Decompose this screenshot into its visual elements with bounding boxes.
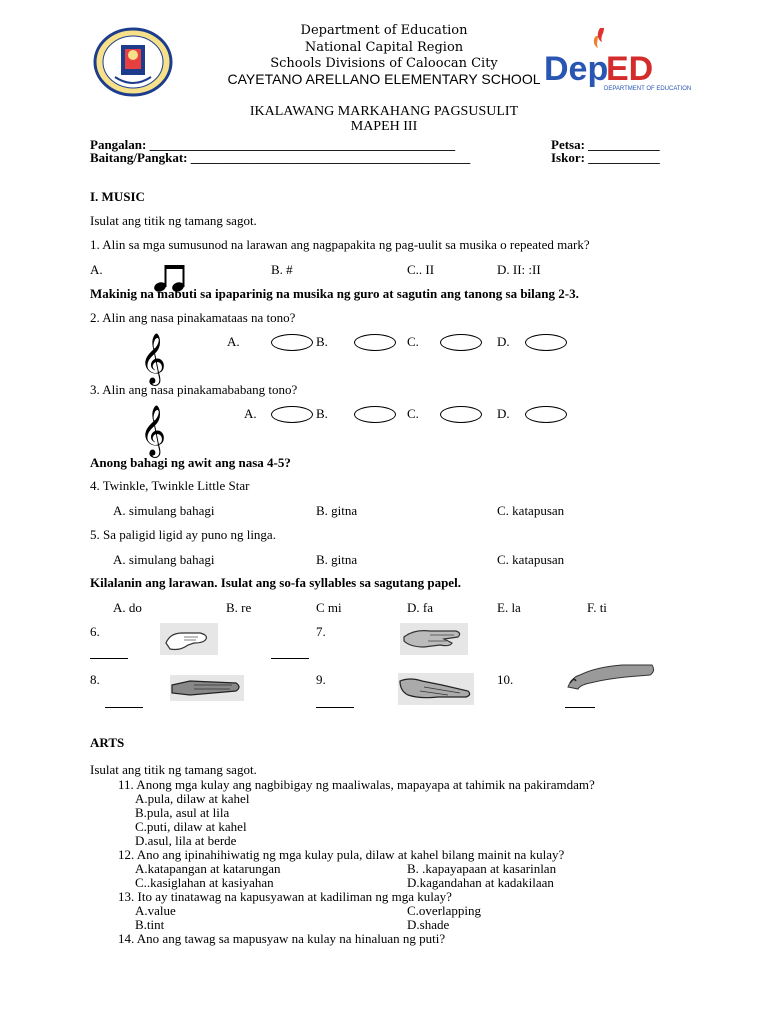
- q1-option-d: D. II: :II: [497, 262, 541, 277]
- sofa-heading: Kilalanin ang larawan. Isulat ang so-fa syllables sa sagutang papel.: [90, 575, 461, 590]
- question-1: 1. Alin sa mga sumusunod na larawan ang nagpapakita ng pag-uulit sa musika o repeated mark?: [90, 237, 590, 252]
- q3-oval-c: [440, 406, 482, 423]
- svg-text:Dep: Dep: [544, 50, 609, 88]
- q13-option-d: D.shade: [407, 917, 450, 932]
- q2-option-a: A.: [227, 334, 240, 349]
- header-line-4: CAYETANO ARELLANO ELEMENTARY SCHOOL: [227, 71, 541, 87]
- hand-sign-icon: [170, 675, 244, 706]
- item-6-number: 6.: [90, 624, 100, 639]
- name-field-label: Pangalan: _______________________________________________: [90, 137, 456, 152]
- question-3: 3. Alin ang nasa pinakamababang tono?: [90, 382, 298, 397]
- q3-oval-d: [525, 406, 567, 423]
- q13-option-a: A.value: [135, 903, 176, 918]
- q2-oval-d: [525, 334, 567, 351]
- q2-option-d: D.: [497, 334, 510, 349]
- sofa-option-d: D. fa: [407, 600, 433, 615]
- sofa-option-c: C mi: [316, 600, 342, 615]
- q2-oval-c: [440, 334, 482, 351]
- q11-option-a: A.pula, dilaw at kahel: [135, 791, 250, 806]
- q3-option-d: D.: [497, 406, 510, 421]
- question-12: 12. Ano ang ipinahihiwatig ng mga kulay pula, dilaw at kahel bilang mainit na kulay?: [118, 847, 565, 862]
- grade-section-field-label: Baitang/Pangkat: ___________________________________________: [90, 150, 471, 165]
- q13-option-c: C.overlapping: [407, 903, 482, 918]
- q2-option-b: B.: [316, 334, 328, 349]
- question-4: 4. Twinkle, Twinkle Little Star: [90, 478, 250, 493]
- item-8-number: 8.: [90, 672, 100, 687]
- arts-heading: ARTS: [90, 735, 125, 750]
- question-5: 5. Sa paligid ligid ay puno ng linga.: [90, 527, 276, 542]
- q12-option-d: D.kagandahan at kadakilaan: [407, 875, 554, 890]
- q12-option-c: C..kasiglahan at kasiyahan: [135, 875, 274, 890]
- header-line-3: Schools Divisions of Caloocan City: [270, 56, 498, 71]
- item-10-answer-blank[interactable]: [565, 706, 595, 708]
- q4-option-a: A. simulang bahagi: [113, 503, 215, 518]
- listen-instruction: Makinig na mabuti sa ipaparinig na musika ng guro at sagutin ang tanong sa bilang 2-3.: [90, 286, 579, 301]
- music-heading: I. MUSIC: [90, 189, 145, 204]
- question-14: 14. Ano ang tawag sa mapusyaw na kulay na hinaluan ng puti?: [118, 931, 446, 946]
- q11-option-c: C.puti, dilaw at kahel: [135, 819, 247, 834]
- q2-option-c: C.: [407, 334, 419, 349]
- q11-option-d: D.asul, lila at berde: [135, 833, 237, 848]
- music-instruction: Isulat ang titik ng tamang sagot.: [90, 213, 257, 228]
- item-10-number: 10.: [497, 672, 514, 687]
- treble-clef-icon: [138, 329, 190, 384]
- item-9-number: 9.: [316, 672, 326, 687]
- q2-oval-a: [271, 334, 313, 351]
- q5-option-c: C. katapusan: [497, 552, 565, 567]
- svg-text:𝄞: 𝄞: [140, 333, 167, 384]
- question-11: 11. Anong mga kulay ang nagbibigay ng maaliwalas, mapayapa at tahimik na pakiramdam?: [118, 777, 595, 792]
- hand-sign-icon: [160, 623, 218, 660]
- item-7-number: 7.: [316, 624, 326, 639]
- sofa-option-f: F. ti: [587, 600, 607, 615]
- svg-text:ED: ED: [606, 50, 654, 88]
- arts-instruction: Isulat ang titik ng tamang sagot.: [90, 762, 257, 777]
- sofa-option-b: B. re: [226, 600, 252, 615]
- q3-option-b: B.: [316, 406, 328, 421]
- q13-option-b: B.tint: [135, 917, 165, 932]
- q4-option-c: C. katapusan: [497, 503, 565, 518]
- score-field-label: Iskor: ___________: [551, 150, 660, 165]
- treble-clef-icon: [138, 401, 190, 456]
- svg-text:𝄞: 𝄞: [140, 405, 167, 456]
- date-field-label: Petsa: ___________: [551, 137, 660, 152]
- question-13: 13. Ito ay tinatawag na kapusyawan at kadiliman ng mga kulay?: [118, 889, 452, 904]
- item-7-answer-blank[interactable]: [271, 657, 309, 659]
- song-part-heading: Anong bahagi ng awit ang nasa 4-5?: [90, 455, 291, 470]
- q1-option-b: B. #: [271, 262, 293, 277]
- q3-option-c: C.: [407, 406, 419, 421]
- item-6-answer-blank[interactable]: [90, 657, 128, 659]
- q3-oval-b: [354, 406, 396, 423]
- q3-option-a: A.: [244, 406, 257, 421]
- item-8-answer-blank[interactable]: [105, 706, 143, 708]
- deped-logo-subtitle: DEPARTMENT OF EDUCATION: [604, 86, 692, 92]
- sofa-option-e: E. la: [497, 600, 521, 615]
- q2-oval-b: [354, 334, 396, 351]
- q12-option-a: A.katapangan at katarungan: [135, 861, 281, 876]
- q5-option-a: A. simulang bahagi: [113, 552, 215, 567]
- hand-sign-icon: [566, 657, 656, 696]
- header-line-2: National Capital Region: [304, 40, 464, 55]
- q1-option-a: A.: [90, 262, 103, 277]
- q1-option-c: C.. II: [407, 262, 435, 277]
- item-9-answer-blank[interactable]: [316, 706, 354, 708]
- q12-option-b: B. .kapayapaan at kasarinlan: [407, 861, 557, 876]
- q5-option-b: B. gitna: [316, 552, 358, 567]
- header-line-1: Department of Education: [300, 23, 468, 38]
- q11-option-b: B.pula, asul at lila: [135, 805, 230, 820]
- q3-oval-a: [271, 406, 313, 423]
- hand-sign-icon: [400, 623, 468, 660]
- exam-title: IKALAWANG MARKAHANG PAGSUSULIT: [249, 104, 519, 119]
- sofa-option-a: A. do: [113, 600, 142, 615]
- question-2: 2. Alin ang nasa pinakamataas na tono?: [90, 310, 296, 325]
- exam-subject: MAPEH III: [350, 119, 418, 134]
- q4-option-b: B. gitna: [316, 503, 358, 518]
- hand-sign-icon: [398, 673, 474, 710]
